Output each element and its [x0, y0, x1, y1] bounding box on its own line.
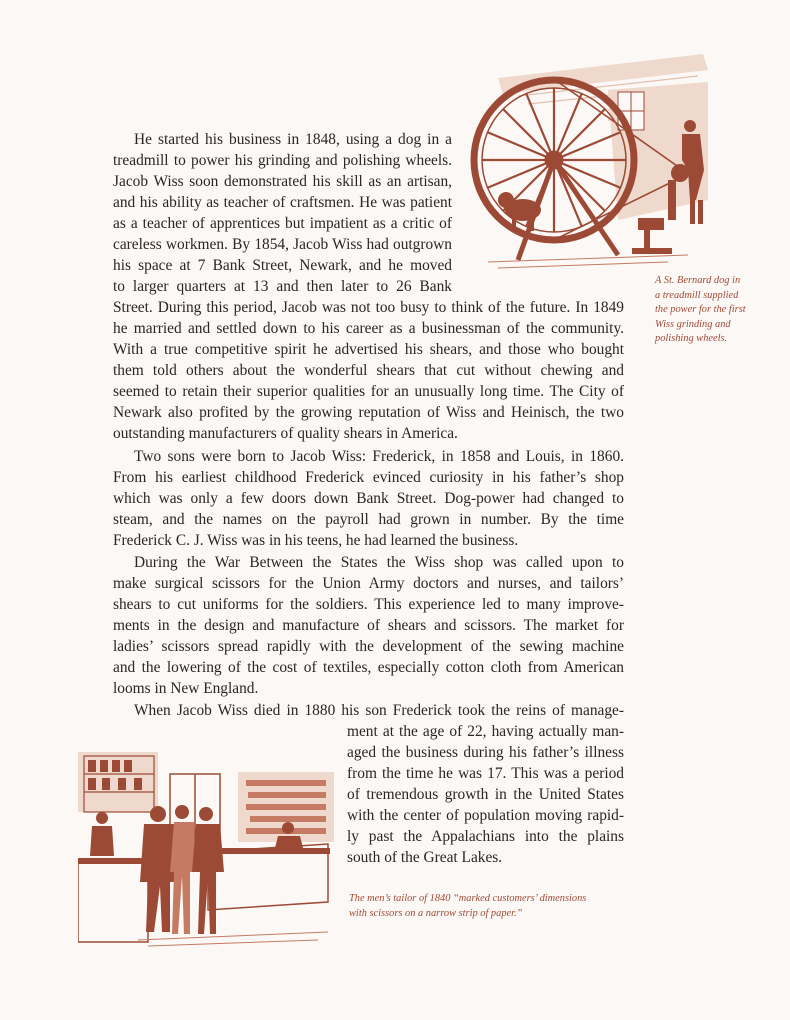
- body-line: He started his business in 1848, using a dog in a: [134, 131, 452, 148]
- body-line: looms in New England.: [113, 680, 259, 697]
- treadmill-illustration: [468, 50, 718, 280]
- body-line: careless workmen. By 1854, Jacob Wiss had outgrown: [113, 236, 452, 253]
- body-line: ladies’ scissors spread rapidly with the development of the sewing machine: [113, 638, 624, 655]
- body-line: south of the Great Lakes.: [347, 849, 503, 866]
- body-line: When Jacob Wiss died in 1880 his son Frederick took the reins of manage-: [134, 702, 624, 719]
- body-line: make surgical scissors for the Union Army doctors and nurses, and tailors’: [113, 575, 624, 592]
- body-line: he married and settled down to his career as a businessman of the community.: [113, 320, 624, 337]
- caption-line: a treadmill supplied: [655, 289, 739, 301]
- body-line: From his earliest childhood Frederick evinced curiosity in his father’s shop: [113, 469, 624, 486]
- body-line: outstanding manufacturers of quality shears in America.: [113, 425, 458, 442]
- body-line: which was only a few doors down Bank Street. Dog-power had changed to: [113, 490, 624, 507]
- body-line: and the lowering of the cost of textiles, especially cotton cloth from American: [113, 659, 624, 676]
- body-line: Frederick C. J. Wiss was in his teens, he had learned the business.: [113, 532, 519, 549]
- body-line: them told others about the wonderful shears that cut without chewing and: [113, 362, 624, 379]
- caption-line: with scissors on a narrow strip of paper.”: [349, 907, 523, 919]
- body-line: With a true competitive spirit he advertised his shears, and those who bought: [113, 341, 624, 358]
- body-line: and his ability as teacher of craftsmen. He was patient: [113, 194, 452, 211]
- body-line: Two sons were born to Jacob Wiss: Frederick, in 1858 and Louis, in 1860.: [134, 448, 624, 465]
- body-line: treadmill to power his grinding and polishing wheels.: [113, 152, 452, 169]
- body-line: ments in the design and manufacture of shears and scissors. The market for: [113, 617, 624, 634]
- body-line: ment at the age of 22, having actually man-: [347, 723, 624, 740]
- caption-line: Wiss grinding and: [655, 318, 731, 330]
- body-line: seemed to retain their superior qualities for an unusually long time. The City of: [113, 383, 624, 400]
- tailor-caption: [349, 892, 639, 921]
- body-line: Newark also profited by the growing reputation of Wiss and Heinisch, the two: [113, 404, 624, 421]
- body-line: his space at 7 Bank Street, Newark, and he moved: [113, 257, 452, 274]
- body-line: to larger quarters at 13 and then later to 26 Bank: [113, 278, 452, 295]
- caption-line: A St. Bernard dog in: [655, 275, 741, 286]
- body-line: Jacob Wiss soon demonstrated his skill as an artisan,: [113, 173, 452, 190]
- body-line: Street. During this period, Jacob was not too busy to think of the future. In 1849: [113, 299, 624, 316]
- body-line: aged the business during his father’s illness: [347, 744, 624, 761]
- body-line: as a teacher of apprentices but impatient as a critic of: [113, 215, 452, 232]
- tailor-shop-illustration: [78, 752, 334, 952]
- body-line: shears to cut uniforms for the soldiers. This experience led to many improve-: [113, 596, 624, 613]
- caption-line: polishing wheels.: [655, 333, 728, 344]
- body-line: ly past the Appalachians into the plains: [347, 828, 624, 845]
- body-line: of tremendous growth in the United States: [347, 786, 624, 803]
- caption-line: the power for the first: [655, 304, 746, 315]
- body-line: steam, and the names on the payroll had grown in number. By the time: [113, 511, 624, 528]
- body-line: During the War Between the States the Wiss shop was called upon to: [134, 554, 624, 571]
- body-line: with the center of population moving rapid-: [347, 807, 624, 824]
- treadmill-caption: [655, 274, 775, 347]
- body-line: from the time he was 17. This was a period: [347, 765, 624, 782]
- caption-line: The men’s tailor of 1840 “marked customers’ dimensions: [349, 893, 587, 904]
